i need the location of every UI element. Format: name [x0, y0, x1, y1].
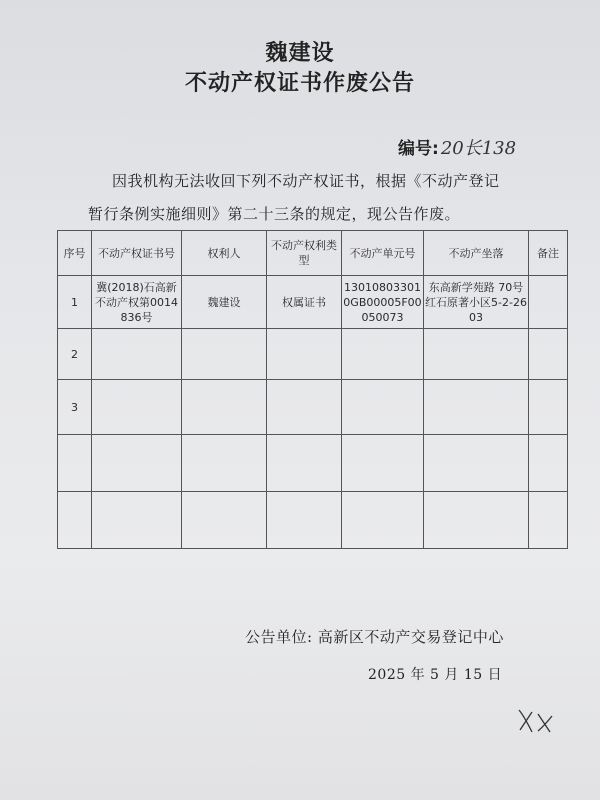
cell-unit-no — [342, 435, 424, 492]
header-cert-no: 不动产权证书号 — [92, 231, 182, 276]
serial-number — [398, 134, 516, 160]
cell-unit-no: 130108033010GB00005F00050073 — [342, 276, 424, 329]
issuing-unit-name: 高新区不动产交易登记中心 — [317, 628, 504, 646]
header-location: 不动产坐落 — [424, 231, 529, 276]
cell-seq: 2 — [58, 329, 92, 380]
notice-title: 不动产权证书作废公告 — [184, 71, 415, 96]
table-row — [58, 492, 568, 549]
header-right-type: 不动产权利类型 — [267, 231, 342, 276]
cell-remark — [529, 435, 568, 492]
cell-seq: 1 — [58, 276, 92, 329]
cell-remark — [529, 492, 568, 549]
cell-right-type — [267, 329, 342, 380]
handwritten-signature — [516, 704, 556, 736]
cell-cert-no — [92, 492, 182, 549]
table-row — [58, 380, 568, 435]
cell-cert-no — [92, 435, 182, 492]
cell-unit-no — [342, 329, 424, 380]
cell-location — [424, 435, 529, 492]
issuing-unit-label: 公告单位: — [245, 628, 313, 646]
issuing-unit — [245, 626, 504, 647]
header-owner: 权利人 — [182, 231, 267, 276]
cell-owner: 魏建设 — [182, 276, 267, 329]
cell-owner — [182, 435, 267, 492]
header-remark: 备注 — [529, 231, 568, 276]
cell-right-type — [267, 380, 342, 435]
cell-remark — [529, 276, 568, 329]
table-header-row — [58, 231, 568, 276]
header-unit-no: 不动产单元号 — [342, 231, 424, 276]
cell-seq: 3 — [58, 380, 92, 435]
cell-remark — [529, 329, 568, 380]
cell-location — [424, 329, 529, 380]
cell-unit-no — [342, 380, 424, 435]
body-text-line2: 暂行条例实施细则》第二十三条的规定，现公告作废。 — [88, 205, 461, 223]
header-seq: 序号 — [58, 231, 92, 276]
table-row — [58, 276, 568, 329]
cell-owner — [182, 329, 267, 380]
cell-seq — [58, 435, 92, 492]
cell-right-type — [267, 492, 342, 549]
cell-location — [424, 492, 529, 549]
table-row — [58, 329, 568, 380]
cell-owner — [182, 380, 267, 435]
cell-unit-no — [342, 492, 424, 549]
cell-right-type — [267, 435, 342, 492]
table-row — [58, 435, 568, 492]
serial-label: 编号: — [398, 139, 439, 159]
cell-cert-no — [92, 329, 182, 380]
cell-cert-no — [92, 380, 182, 435]
cell-right-type: 权属证书 — [267, 276, 342, 329]
cell-cert-no: 冀(2018)石高新不动产权第0014836号 — [92, 276, 182, 329]
notice-date: 2025 年 5 月 15 日 — [368, 667, 503, 683]
cell-owner — [182, 492, 267, 549]
serial-value: 20长138 — [440, 138, 517, 159]
notice-name: 魏建设 — [265, 41, 335, 66]
body-text-line1: 因我机构无法收回下列不动产权证书，根据《不动产登记 — [112, 172, 500, 190]
cell-location — [424, 380, 529, 435]
certificate-table — [57, 230, 568, 549]
cell-remark — [529, 380, 568, 435]
cell-seq — [58, 492, 92, 549]
cell-location: 东高新学苑路 70号红石原著小区5-2-2603 — [424, 276, 529, 329]
